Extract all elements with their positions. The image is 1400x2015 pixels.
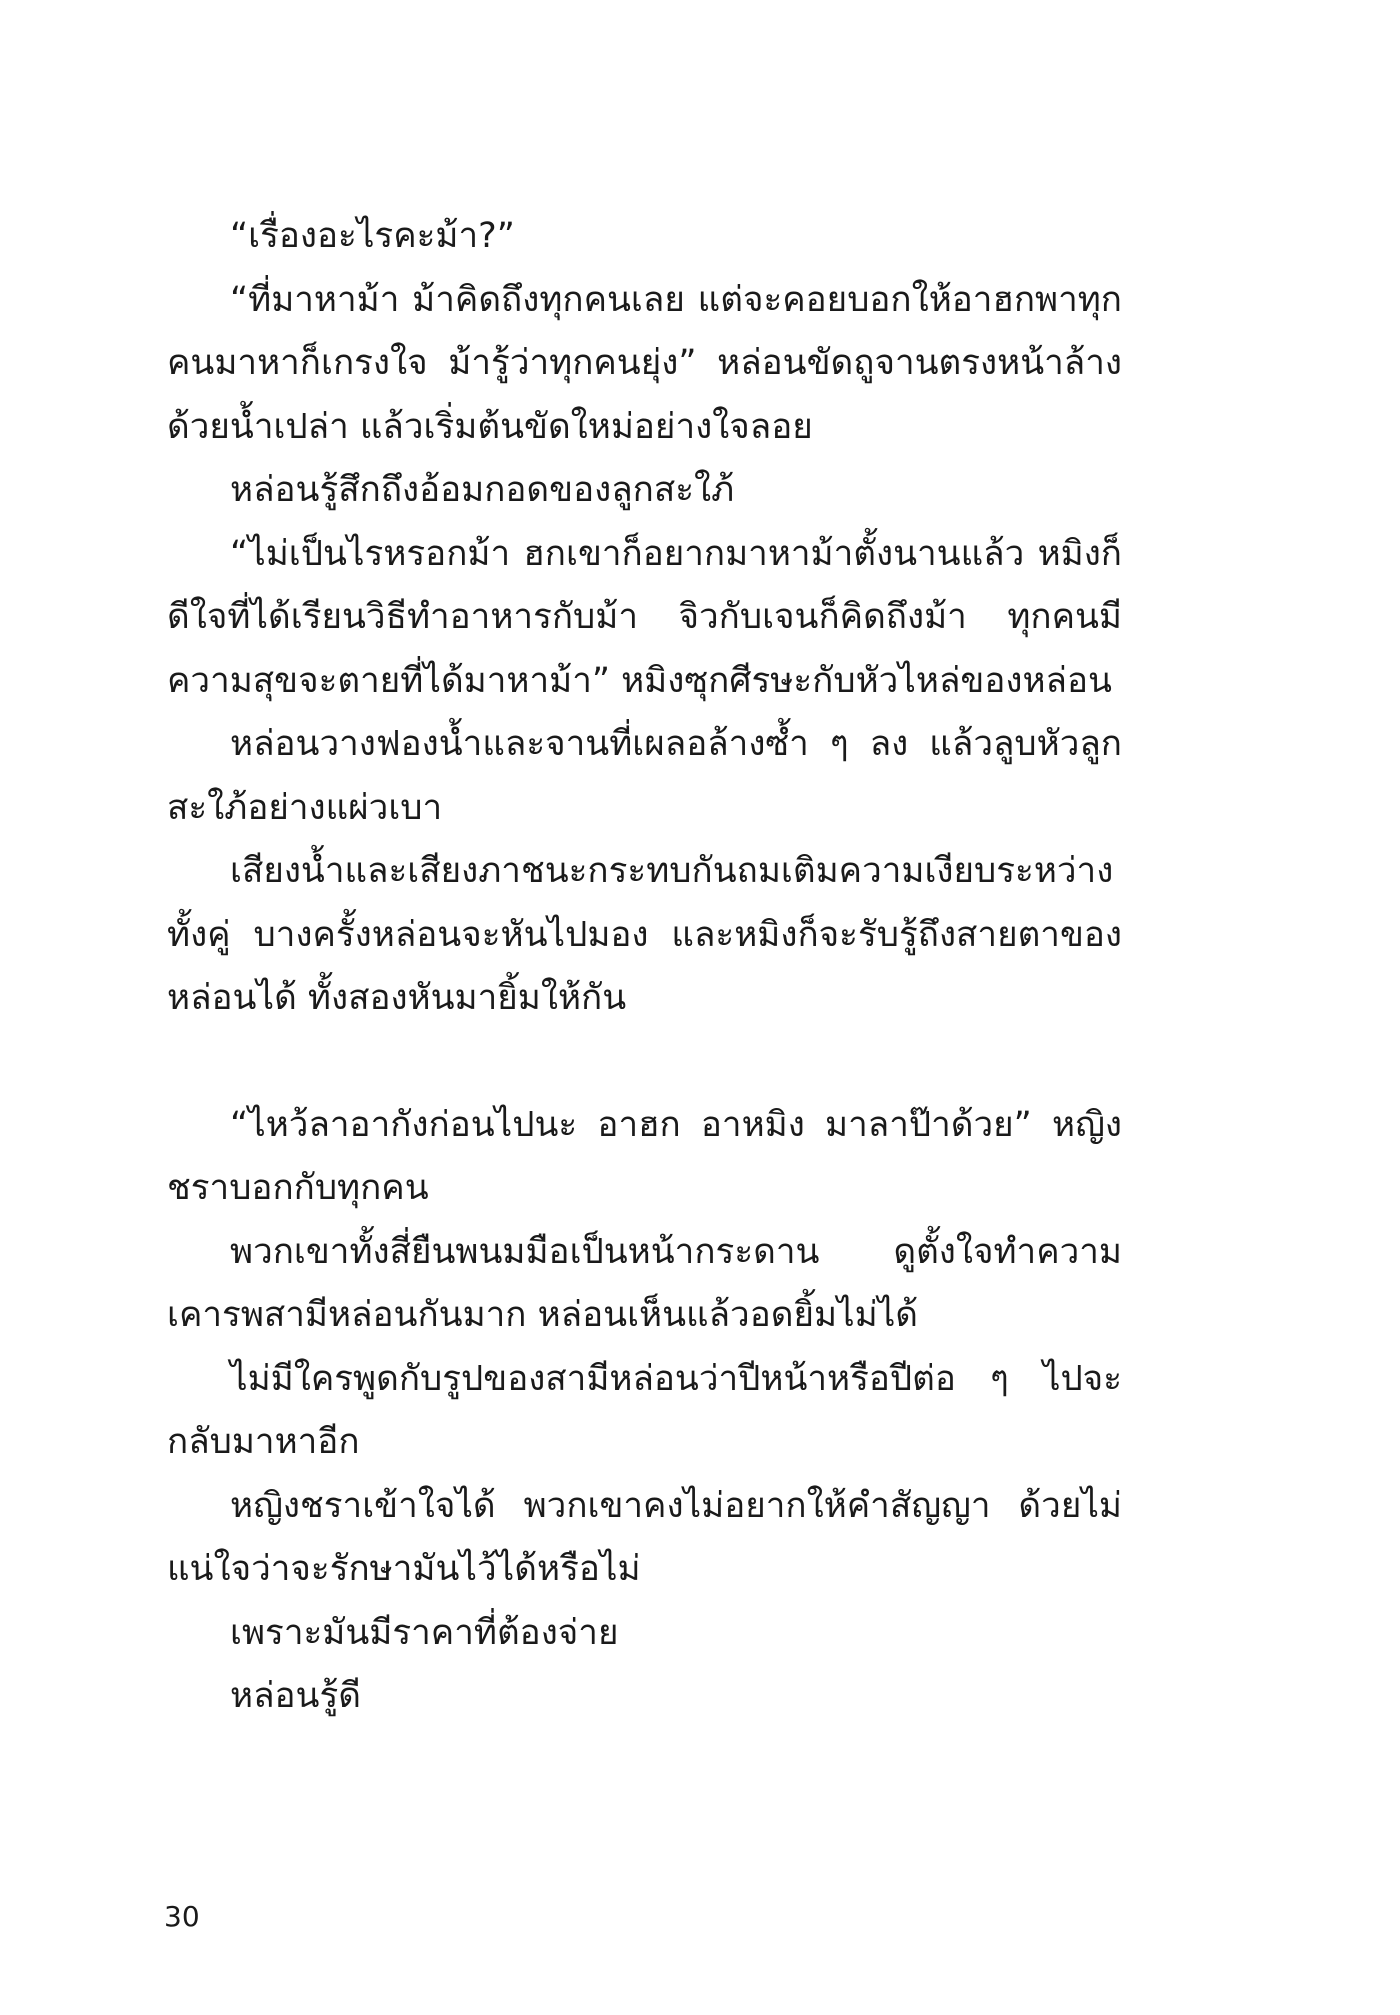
- page-number: 30: [164, 1900, 200, 1933]
- paragraph: เสียงน้ำและเสียงภาชนะกระทบกันถมเติมความเงียบระหว่างทั้งคู่ บางครั้งหล่อนจะหันไปมอง และหมิงก็จะรับรู้ถึงสายตาของหล่อนได้ ทั้งสองหันมายิ้มให้กัน: [167, 851, 1122, 1018]
- paragraph: ไม่มีใครพูดกับรูปของสามีหล่อนว่าปีหน้าหรือปีต่อ ๆ ไปจะกลับมาหาอีก: [167, 1358, 1122, 1462]
- paragraph: หล่อนรู้สึกถึงอ้อมกอดของลูกสะใภ้: [230, 470, 735, 510]
- paragraph: หญิงชราเข้าใจได้ พวกเขาคงไม่อยากให้คำสัญญา ด้วยไม่แน่ใจว่าจะรักษามันไว้ได้หรือไม่: [167, 1485, 1122, 1589]
- paragraph: “ไม่เป็นไรหรอกม้า ฮกเขาก็อยากมาหาม้าตั้งนานแล้ว หมิงก็ดีใจที่ได้เรียนวิธีทำอาหารกับม้า จิวกับเจนก็คิดถึงม้า ทุกคนมีความสุขจะตายที่ได้มาหาม้า” หมิงซุกศีรษะกับหัวไหล่ของหล่อน: [167, 533, 1122, 701]
- scene-break: [167, 1031, 1122, 1094]
- paragraph: หล่อนรู้ดี: [230, 1676, 361, 1716]
- paragraph: “ไหว้ลาอากังก่อนไปนะ อาฮก อาหมิง มาลาป๊าด้วย” หญิงชราบอกกับทุกคน: [167, 1104, 1122, 1208]
- body-text: [167, 205, 1122, 1729]
- paragraph: “เรื่องอะไรคะม้า?”: [230, 216, 515, 256]
- paragraph: “ที่มาหาม้า ม้าคิดถึงทุกคนเลย แต่จะคอยบอกให้อาฮกพาทุกคนมาหาก็เกรงใจ ม้ารู้ว่าทุกคนยุ่ง” หล่อนขัดถูจานตรงหน้าล้างด้วยน้ำเปล่า แล้วเริ่มต้นขัดใหม่อย่างใจลอย: [167, 279, 1122, 447]
- paragraph: หล่อนวางฟองน้ำและจานที่เผลอล้างซ้ำ ๆ ลง แล้วลูบหัวลูกสะใภ้อย่างแผ่วเบา: [167, 724, 1122, 828]
- paragraph: เพราะมันมีราคาที่ต้องจ่าย: [230, 1612, 619, 1653]
- paragraph: พวกเขาทั้งสี่ยืนพนมมือเป็นหน้ากระดาน ดูตั้งใจทำความเคารพสามีหล่อนกันมาก หล่อนเห็นแล้วอดยิ้มไม่ได้: [167, 1231, 1122, 1335]
